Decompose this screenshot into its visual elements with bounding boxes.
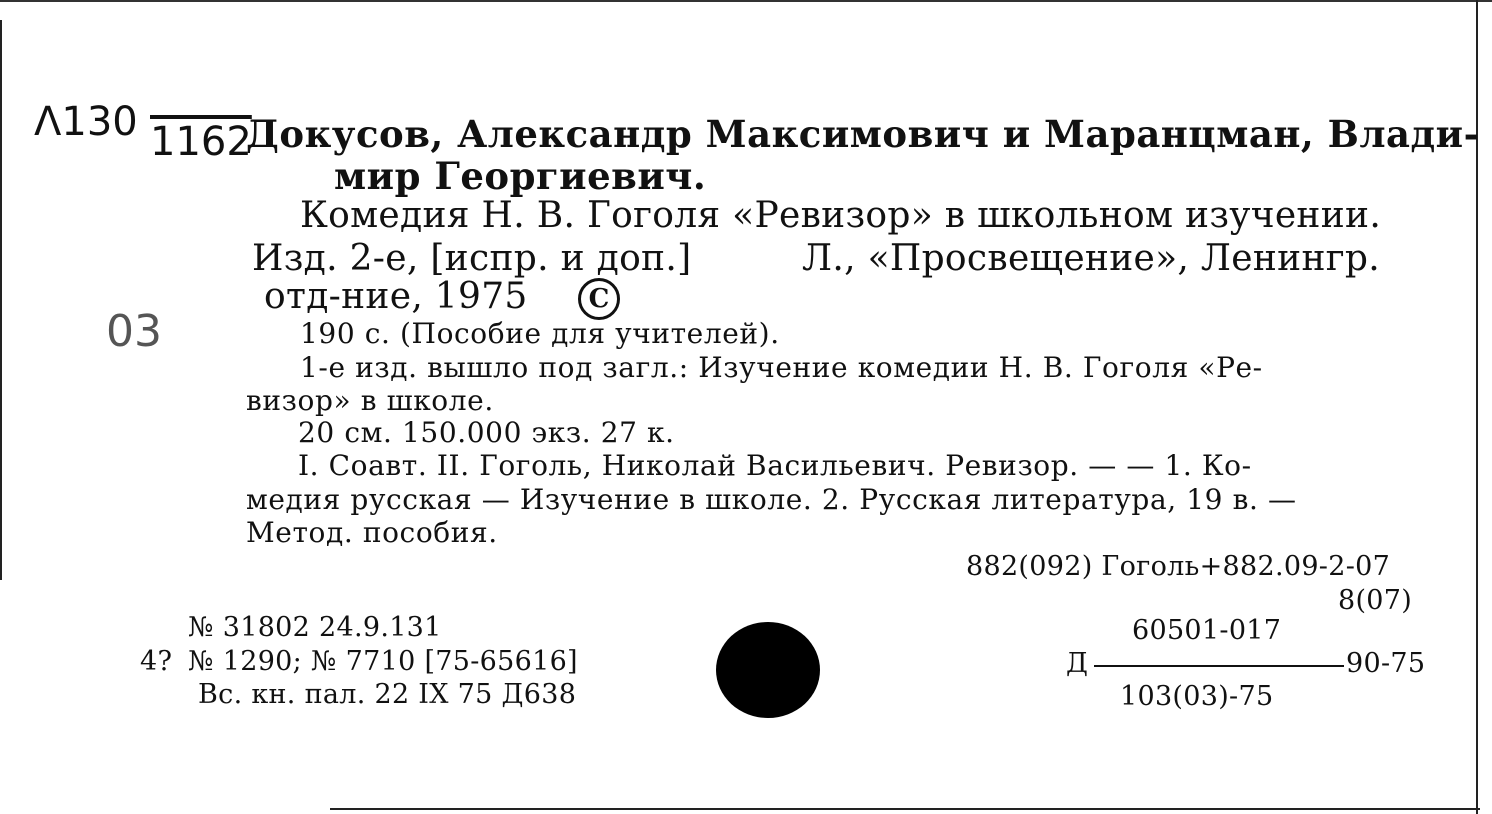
edition-info: Изд. 2-е, [испр. и доп.] <box>252 238 692 279</box>
author-heading-line2: мир Георгиевич. <box>334 154 707 198</box>
handwritten-number-b: 1162 <box>150 119 252 165</box>
classification-index: 882(092) Гоголь+882.09-2-07 <box>966 551 1391 582</box>
subjects-line3: Метод. пособия. <box>246 516 498 549</box>
publisher-info: Л., «Просвещение», Ленингр. <box>802 238 1381 279</box>
punch-hole <box>716 622 820 718</box>
author-heading-line1: Докусов, Александр Максимович и Маранцман, Влади- <box>246 112 1480 156</box>
subjects-line1: I. Соавт. II. Гоголь, Николай Васильевич. Ревизор. — — 1. Ко- <box>298 449 1252 482</box>
publisher-dept-year: отд-ние, 1975 <box>264 276 528 317</box>
fraction-denominator: 103(03)-75 <box>1120 681 1274 712</box>
order-prefix: 4? <box>140 646 173 677</box>
edition-note-line1: 1-е изд. вышло под загл.: Изучение комедии Н. В. Гоголя «Ре- <box>300 351 1263 384</box>
fraction-bar <box>1094 665 1344 667</box>
subjects-line2: медия русская — Изучение в школе. 2. Русская литература, 19 в. — <box>246 483 1297 516</box>
card-left-edge <box>0 20 2 580</box>
card-top-edge <box>0 0 1492 2</box>
fraction-letter: Д <box>1066 648 1089 679</box>
edition-note-line2: визор» в школе. <box>246 384 494 417</box>
classification-index-2: 8(07) <box>1338 585 1413 616</box>
order-numbers: № 1290; № 7710 [75-65616] <box>188 646 578 677</box>
fraction-suffix: 90-75 <box>1346 648 1426 679</box>
fraction-numerator: 60501-017 <box>1132 615 1282 646</box>
card-number: № 31802 24.9.131 <box>188 612 442 643</box>
copyright-icon: C <box>578 278 620 320</box>
handwritten-number-a: Λ130 <box>34 99 138 145</box>
chamber-record: Вс. кн. пал. 22 IX 75 Д638 <box>198 679 577 710</box>
handwritten-number-c: 03 <box>106 306 162 357</box>
copyright-mark <box>578 278 620 320</box>
card-bottom-edge <box>330 808 1480 810</box>
pages-series: 190 с. (Пособие для учителей). <box>300 317 780 350</box>
format-print-run-price: 20 см. 150.000 экз. 27 к. <box>298 416 675 449</box>
book-title-line1: Комедия Н. В. Гоголя «Ревизор» в школьном изучении. <box>300 195 1382 236</box>
